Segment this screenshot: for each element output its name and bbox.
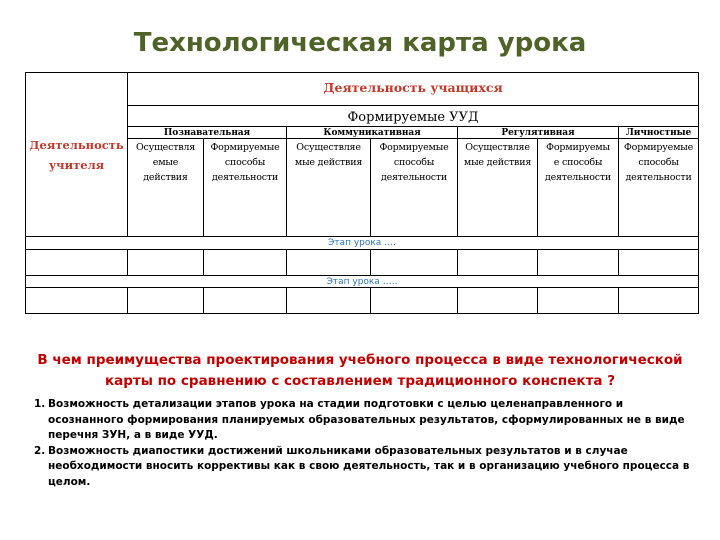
stage-cell [458, 250, 538, 276]
technology-card-table [25, 72, 699, 314]
cell-cognitive-actions: Осуществля емые действия [128, 139, 204, 237]
students-activity-header: Деятельность учащихся [128, 73, 699, 106]
cell-regulatory-actions: Осуществляе мые действия [458, 139, 538, 237]
category-communicative: Коммуникативная [287, 127, 458, 139]
stage-cell [538, 250, 619, 276]
stage-row-label: Этап урока …. [26, 237, 699, 250]
stage-cell [128, 288, 204, 314]
cell-cognitive-methods: Формируемые способы деятельности [204, 139, 287, 237]
stage-cell [619, 288, 699, 314]
category-regulatory: Регулятивная [458, 127, 619, 139]
cell-communicative-actions: Осуществляе мые действия [287, 139, 371, 237]
page-title: Технологическая карта урока [133, 28, 587, 58]
stage-cell [128, 250, 204, 276]
list-item: 2. Возможность диапостики достижений школьниками образовательных результатов и в случае необходимости вносить коррективы как в свою деятельность, так и в организацию учебного процесса в целом. [34, 444, 690, 488]
list-item: 1. Возможность детализации этапов урока на стадии подготовки с целью целенаправленного и осознанного формирования планируемых образовательных результатов, сформулированных не в виде перечня ЗУН, а в виде УУД. [34, 398, 685, 441]
stage-cell [287, 288, 371, 314]
category-cognitive: Познавательная [128, 127, 287, 139]
stage-cell [371, 288, 458, 314]
stage-cell [204, 288, 287, 314]
stage-cell [458, 288, 538, 314]
category-personal: Личностные [619, 127, 699, 139]
stage-cell [26, 250, 128, 276]
uud-header: Формируемые УУД [128, 106, 699, 127]
answers-list [34, 397, 710, 490]
question-heading: В чем преимущества проектирования учебного процесса в виде технологической карты по сравнению с составлением традиционного конспекта ? [37, 352, 683, 389]
stage-cell [371, 250, 458, 276]
cell-regulatory-methods: Формируемы е способы деятельности [538, 139, 619, 237]
stage-cell [538, 288, 619, 314]
stage-row-label: Этап урока ….. [26, 276, 699, 288]
teacher-activity-header: Деятельность учителя [26, 73, 128, 237]
stage-cell [26, 288, 128, 314]
cell-personal-methods: Формируемые способы деятельности [619, 139, 699, 237]
cell-communicative-methods: Формируемые способы деятельности [371, 139, 458, 237]
stage-cell [204, 250, 287, 276]
stage-cell [619, 250, 699, 276]
stage-cell [287, 250, 371, 276]
